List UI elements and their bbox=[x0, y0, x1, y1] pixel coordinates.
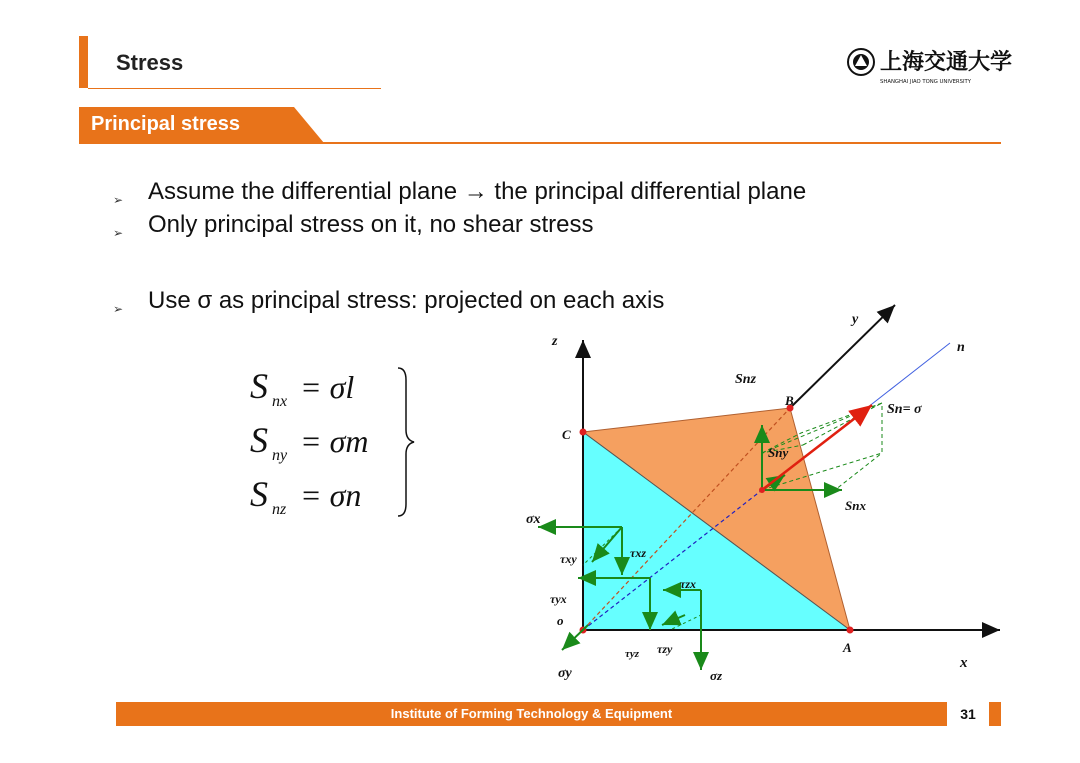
svg-text:= σn: = σn bbox=[300, 477, 362, 513]
label-y: y bbox=[852, 312, 859, 327]
svg-text:= σm: = σm bbox=[300, 423, 369, 459]
footer-institute: Institute of Forming Technology & Equipment bbox=[390, 706, 673, 721]
bullet-marker: ➢ bbox=[113, 302, 124, 316]
svg-text:= σl: = σl bbox=[300, 369, 355, 405]
section-rule bbox=[79, 142, 1001, 144]
label-z: z bbox=[552, 334, 558, 349]
principal-stress-diagram bbox=[520, 295, 1020, 690]
y-axis bbox=[790, 305, 895, 408]
label-tau-yz: τyz bbox=[625, 648, 640, 660]
label-sigma-x: σx bbox=[526, 512, 541, 527]
projection-formulas bbox=[240, 360, 420, 530]
section-tab-label: Principal stress bbox=[91, 113, 240, 135]
label-snx: Snx bbox=[845, 498, 866, 513]
label-a: A bbox=[843, 640, 852, 655]
label-b: B bbox=[785, 393, 794, 408]
header-underline bbox=[88, 88, 381, 89]
formula-snx bbox=[250, 366, 354, 410]
svg-text:ny: ny bbox=[272, 447, 288, 464]
svg-text:S: S bbox=[250, 474, 268, 514]
page-title: Stress bbox=[116, 50, 184, 75]
footer-end-bar bbox=[989, 702, 1001, 726]
label-sigma-z: σz bbox=[710, 668, 723, 683]
svg-text:nx: nx bbox=[272, 393, 288, 410]
label-tau-zy: τzy bbox=[657, 642, 673, 656]
label-tau-yx: τyx bbox=[550, 592, 567, 606]
label-x: x bbox=[960, 655, 968, 671]
formula-snz bbox=[250, 474, 361, 518]
svg-text:S: S bbox=[250, 420, 268, 460]
label-o: o bbox=[557, 613, 564, 628]
label-sigma-y: σy bbox=[558, 666, 572, 681]
label-tau-xz: τxz bbox=[630, 546, 646, 560]
label-tau-xy: τxy bbox=[560, 552, 577, 566]
label-c: C bbox=[562, 427, 571, 442]
label-tau-zx: τzx bbox=[680, 577, 696, 591]
bullet-text: Only principal stress on it, no shear stress bbox=[148, 211, 594, 238]
bullet-marker: ➢ bbox=[113, 193, 124, 207]
right-brace bbox=[398, 368, 414, 516]
bullet-marker: ➢ bbox=[113, 226, 124, 240]
label-snz: Snz bbox=[735, 372, 757, 387]
point-c bbox=[580, 429, 587, 436]
page-number: 31 bbox=[947, 702, 989, 726]
sigma-y-arrow bbox=[562, 625, 588, 650]
svg-text:nz: nz bbox=[272, 501, 287, 518]
university-logo bbox=[844, 44, 1014, 88]
label-n: n bbox=[957, 340, 965, 355]
bullet-text: Use σ as principal stress: projected on each axis bbox=[148, 287, 665, 314]
point-a bbox=[847, 627, 854, 634]
header-accent-bar bbox=[79, 36, 88, 88]
bullet-text: Assume the differential plane → the principal differential plane bbox=[148, 178, 807, 205]
label-sny: Sny bbox=[768, 445, 789, 460]
svg-text:SHANGHAI JIAO TONG UNIVERSITY: SHANGHAI JIAO TONG UNIVERSITY bbox=[880, 79, 971, 85]
formula-sny bbox=[250, 420, 368, 464]
svg-text:上海交通大学: 上海交通大学 bbox=[880, 50, 1013, 75]
svg-text:S: S bbox=[250, 366, 268, 406]
label-sn-sigma: Sn= σ bbox=[887, 402, 922, 417]
